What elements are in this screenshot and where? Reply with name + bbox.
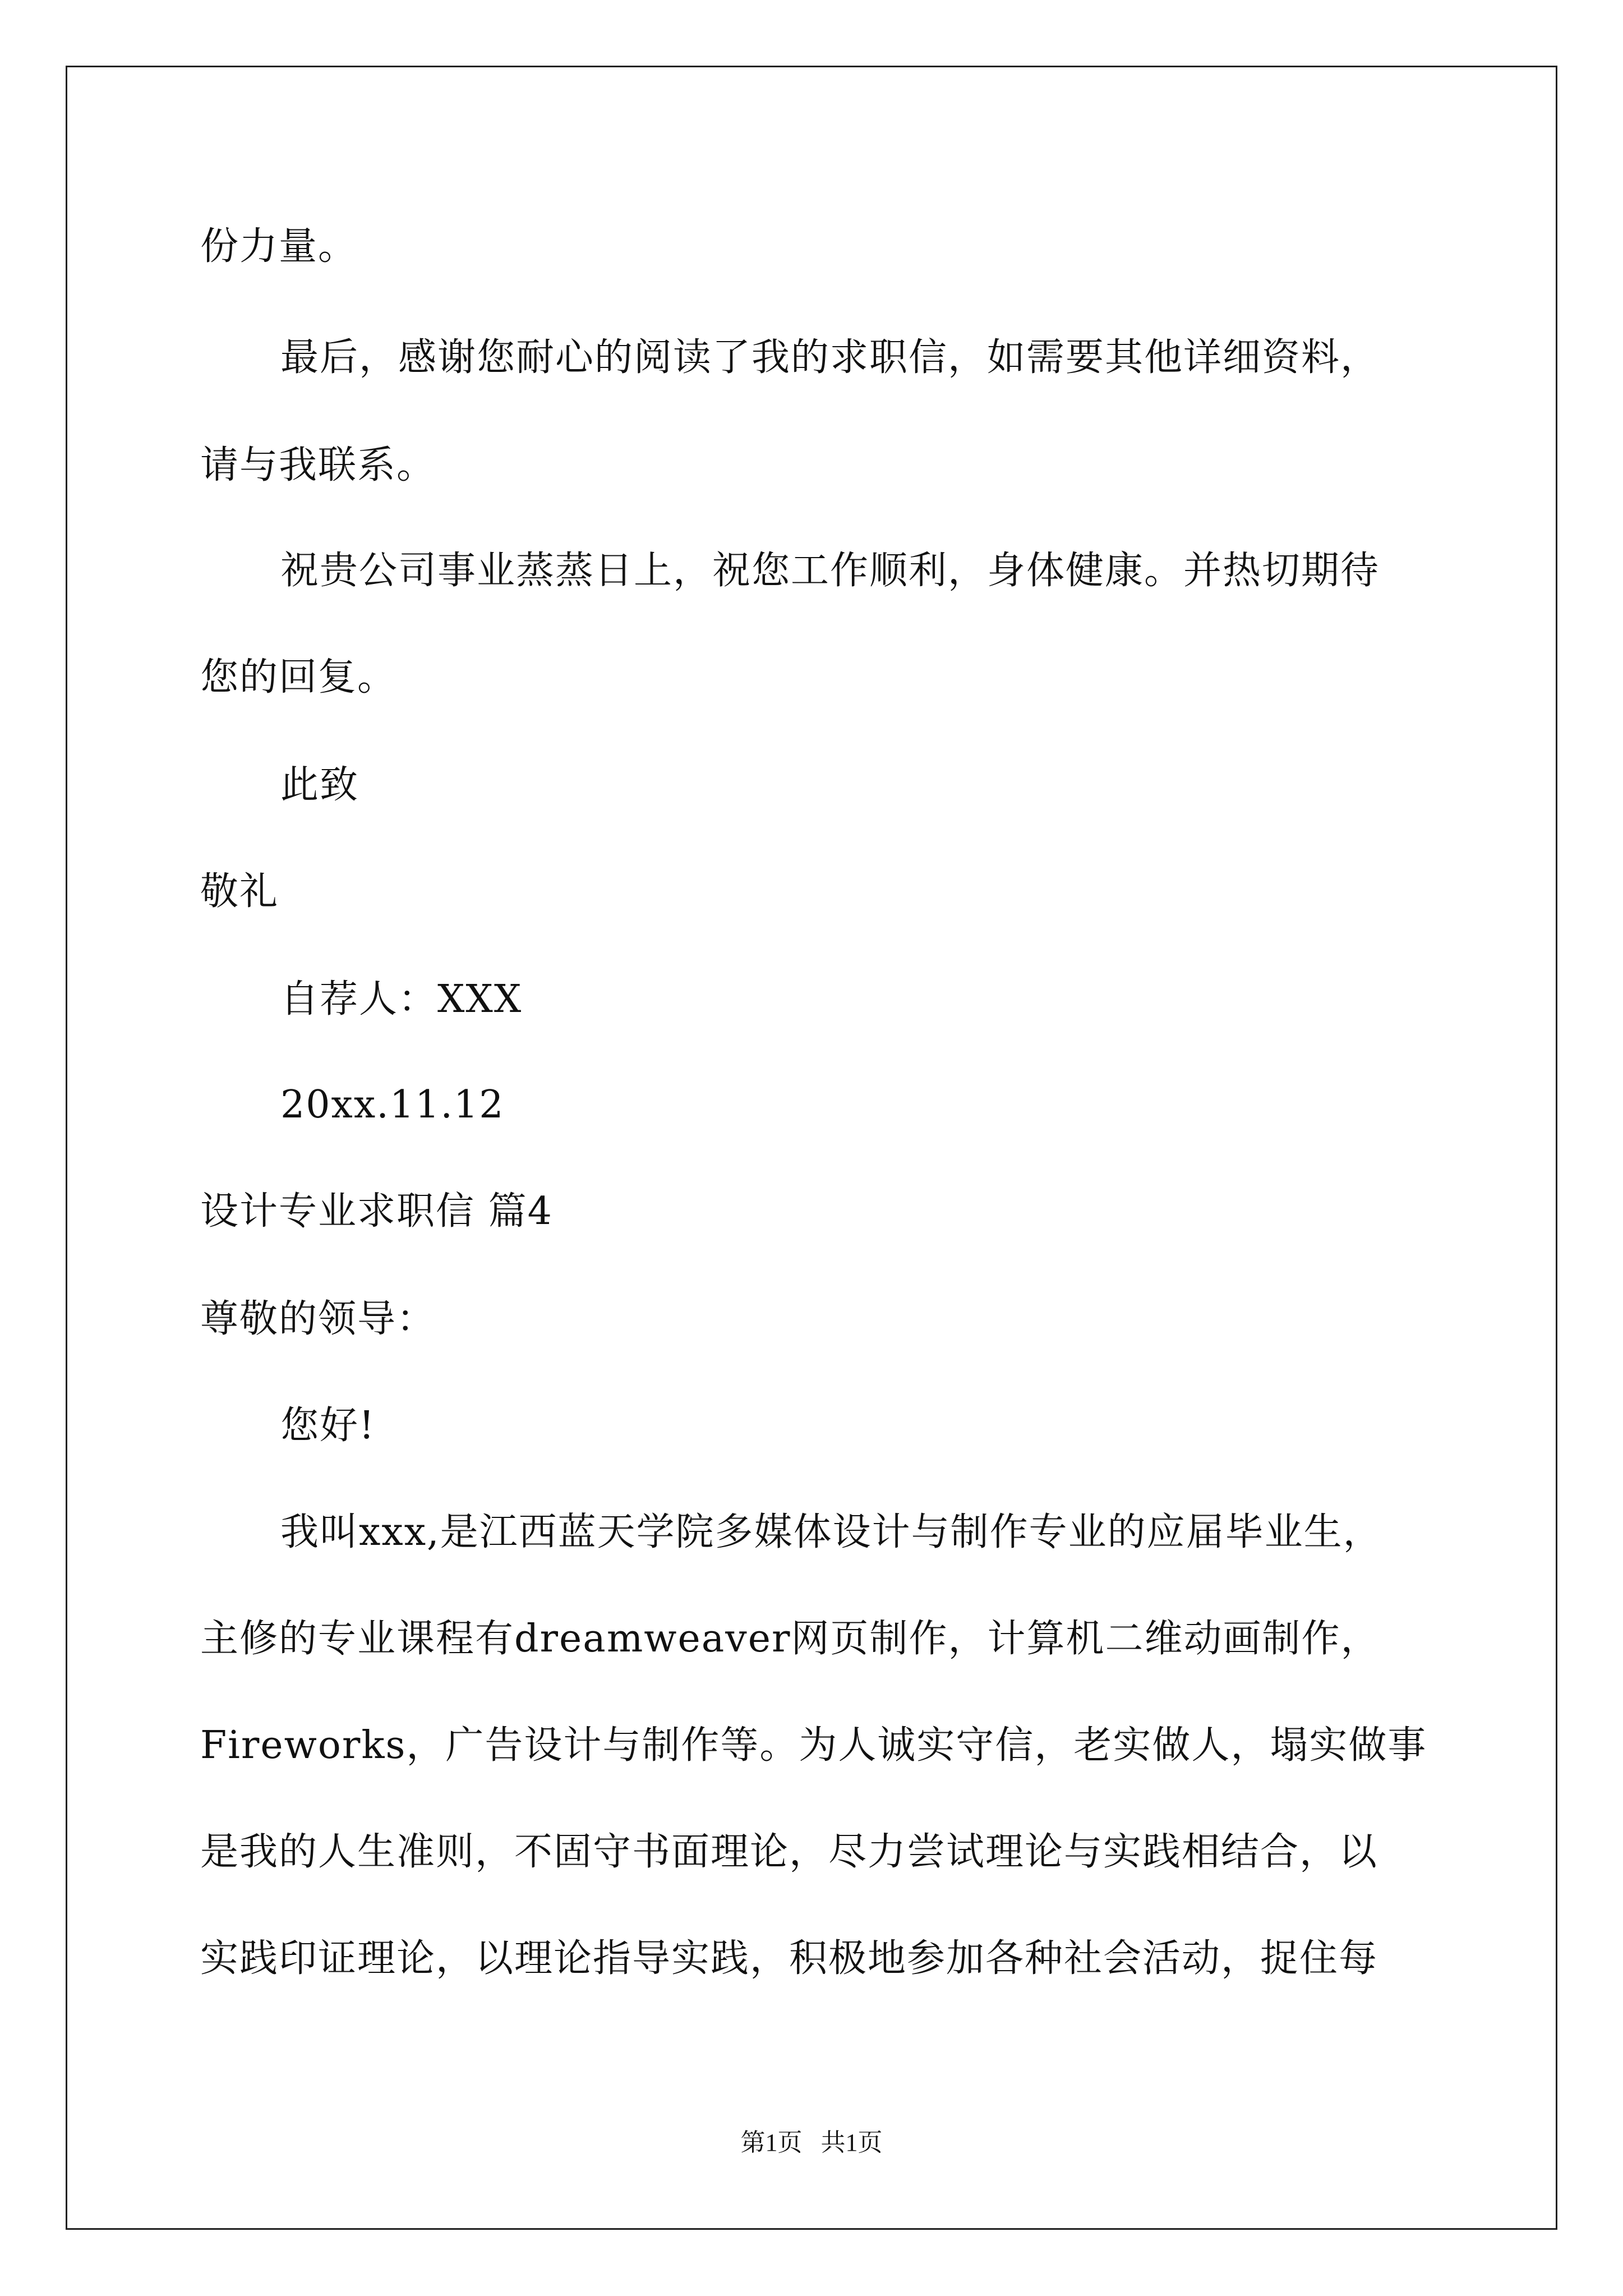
text-line: 最后，感谢您耐心的阅读了我的求职信，如需要其他详细资料， — [280, 335, 1380, 380]
text-line: 您的回复。 — [200, 655, 397, 700]
greeting-hello: 您好! — [280, 1404, 376, 1448]
page-border — [66, 66, 1557, 2230]
closing-regards: 敬礼 — [200, 869, 279, 914]
text-line: 我叫xxx,是江西蓝天学院多媒体设计与制作专业的应届毕业生， — [280, 1510, 1382, 1554]
signature-line: 自荐人：XXX — [280, 977, 523, 1022]
text-line: 份力量。 — [200, 224, 358, 269]
text-line: Fireworks，广告设计与制作等。为人诚实守信，老实做人，塌实做事 — [200, 1723, 1427, 1768]
text-line: 实践印证理论，以理论指导实践，积极地参加各种社会活动，捉住每 — [200, 1936, 1378, 1981]
text-line: 祝贵公司事业蒸蒸日上，祝您工作顺利，身体健康。并热切期待 — [280, 549, 1380, 593]
date-line: 20xx.11.12 — [280, 1083, 505, 1127]
section-heading: 设计专业求职信 篇4 — [200, 1189, 553, 1234]
page-number-footer: 第1页 共1页 — [740, 2129, 883, 2156]
greeting: 尊敬的领导： — [200, 1297, 436, 1341]
text-line: 是我的人生准则，不固守书面理论，尽力尝试理论与实践相结合，以 — [200, 1830, 1378, 1874]
text-line: 请与我联系。 — [200, 443, 436, 487]
closing-salutation: 此致 — [280, 763, 359, 807]
text-line: 主修的专业课程有dreamweaver网页制作，计算机二维动画制作， — [200, 1617, 1380, 1661]
